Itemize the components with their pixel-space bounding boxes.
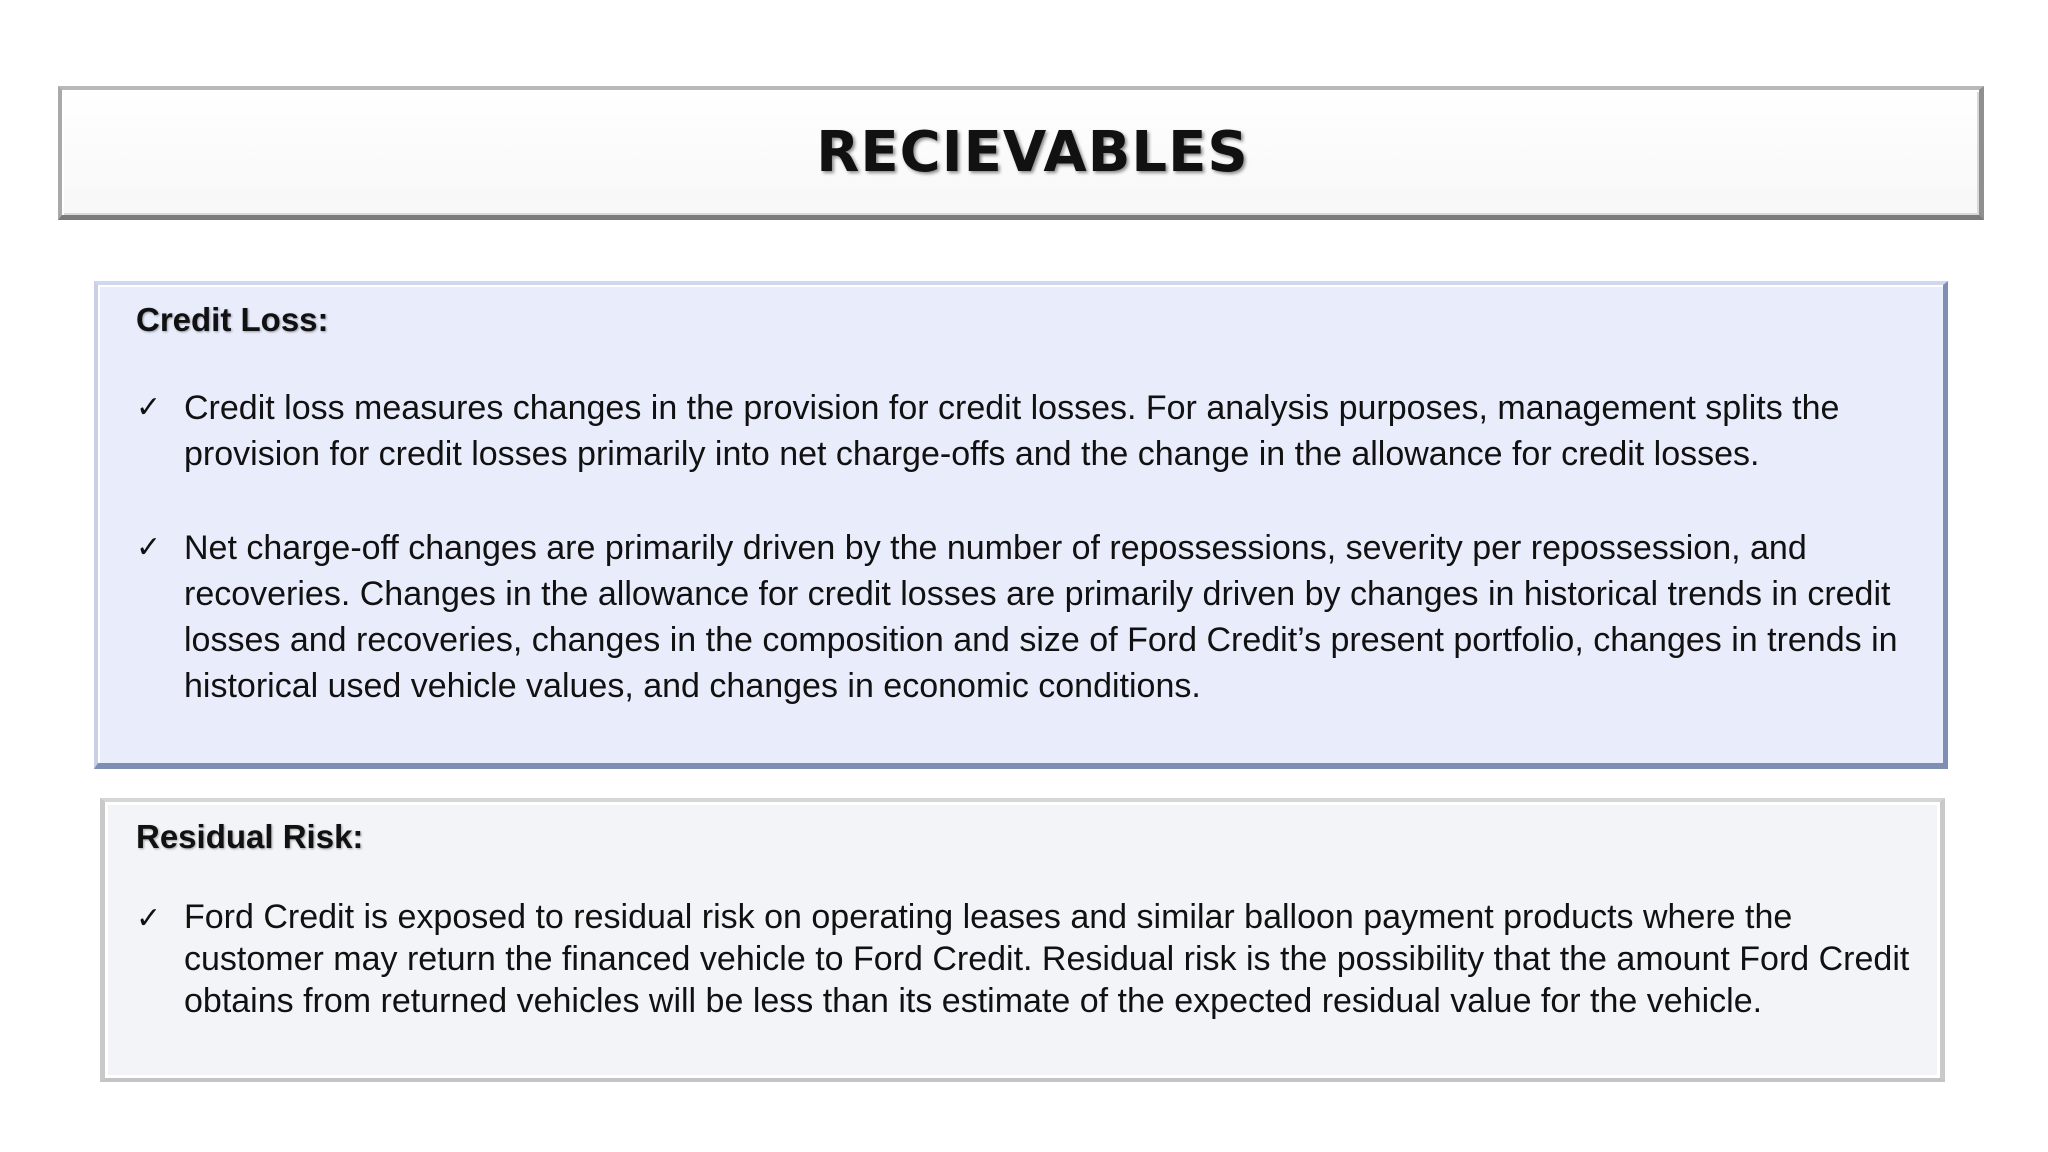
slide-title: RECIEVABLES xyxy=(816,120,1249,185)
residual-risk-bullet-1 xyxy=(136,896,1916,1022)
credit-loss-bullet-2-text: Net charge-off changes are primarily driven by the number of repossessions, severity per repossession, and recoveries. Changes in the allowance for credit losses are primarily driven by changes in historical trends in credit losses and recoveries, changes in the composition and size of Ford Credit’s present portfolio, changes in trends in historical used vehicle values, and changes in economic conditions. xyxy=(184,529,1898,705)
checkmark-icon: ✓ xyxy=(136,901,162,936)
credit-loss-bullet-2 xyxy=(136,525,1926,709)
credit-loss-bullet-1 xyxy=(136,385,1916,477)
title-banner xyxy=(58,86,1984,220)
residual-risk-panel xyxy=(100,798,1945,1082)
checkmark-icon: ✓ xyxy=(136,530,162,565)
residual-risk-heading: Residual Risk: xyxy=(136,818,364,855)
credit-loss-bullet-1-text: Credit loss measures changes in the provision for credit losses. For analysis purposes, management splits the provision for credit losses primarily into net charge-offs and the change in the allowance for credit losses. xyxy=(184,389,1840,473)
credit-loss-panel xyxy=(94,281,1948,769)
residual-risk-bullet-1-text: Ford Credit is exposed to residual risk on operating leases and similar balloon payment products where the customer may return the financed vehicle to Ford Credit. Residual risk is the possibility that the amount Ford Credit obtains from returned vehicles will be less than its estimate of the expected residual value for the vehicle. xyxy=(184,898,1910,1020)
checkmark-icon: ✓ xyxy=(136,390,162,425)
credit-loss-heading: Credit Loss: xyxy=(136,301,329,338)
